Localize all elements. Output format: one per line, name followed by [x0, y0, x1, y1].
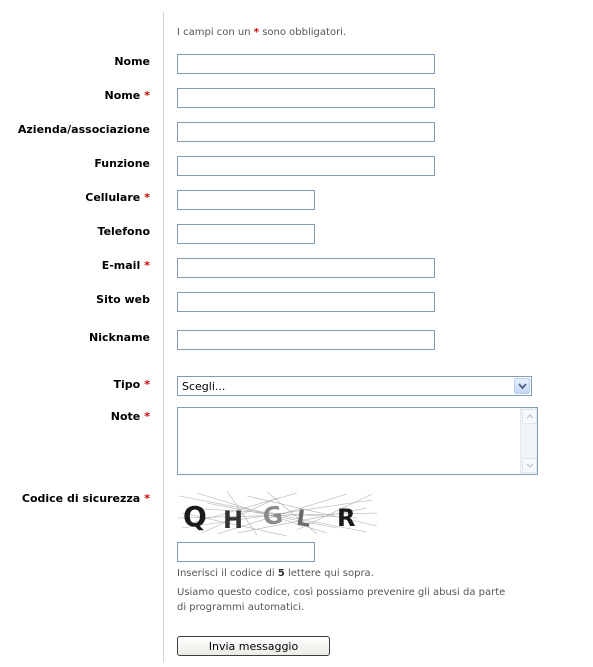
label-note: Note * — [110, 410, 150, 423]
submit-button[interactable]: Invia messaggio — [177, 636, 330, 656]
label-nome-required: Nome * — [104, 89, 150, 102]
captcha-letter: R — [337, 504, 356, 532]
captcha-letter: H — [223, 506, 244, 534]
label-nickname: Nickname — [89, 331, 150, 344]
scroll-up-button[interactable] — [522, 409, 537, 424]
telefono-input[interactable] — [177, 224, 315, 244]
captcha-input[interactable] — [177, 542, 315, 562]
chevron-down-icon — [526, 463, 534, 468]
chevron-up-icon — [526, 414, 534, 419]
chevron-down-icon — [518, 383, 527, 390]
note-textarea[interactable] — [177, 407, 538, 475]
captcha-letter: L — [294, 505, 313, 533]
tipo-selected-value: Scegli... — [182, 380, 226, 393]
label-nome: Nome — [114, 55, 150, 68]
captcha-image — [177, 488, 377, 538]
label-tipo: Tipo * — [113, 378, 150, 391]
captcha-letter: G — [260, 500, 285, 532]
label-sito-web: Sito web — [96, 293, 150, 306]
tipo-select[interactable] — [177, 376, 532, 396]
captcha-letter: Q — [183, 500, 207, 533]
required-fields-note: I campi con un * sono obbligatori. — [177, 27, 347, 38]
scroll-down-button[interactable] — [522, 458, 537, 473]
funzione-input[interactable] — [177, 156, 435, 176]
label-cellulare: Cellulare * — [85, 191, 150, 204]
nome-input-1[interactable] — [177, 54, 435, 74]
label-funzione: Funzione — [94, 157, 150, 170]
form-divider — [163, 12, 164, 662]
sito-web-input[interactable] — [177, 292, 435, 312]
dropdown-button[interactable] — [514, 378, 530, 394]
nickname-input[interactable] — [177, 330, 435, 350]
label-email: E-mail * — [101, 259, 150, 272]
nome-input-2[interactable] — [177, 88, 435, 108]
email-input[interactable] — [177, 258, 435, 278]
label-azienda: Azienda/associazione — [17, 123, 150, 136]
cellulare-input[interactable] — [177, 190, 315, 210]
required-asterisk: * — [253, 27, 260, 38]
azienda-input[interactable] — [177, 122, 435, 142]
label-codice-sicurezza: Codice di sicurezza * — [21, 492, 150, 505]
captcha-explanation: Usiamo questo codice, così possiamo prevenire gli abusi da parte di programmi automatici. — [177, 587, 506, 613]
note-scrollbar[interactable] — [520, 408, 537, 474]
captcha-hint: Inserisci il codice di 5 lettere qui sopra. — [177, 568, 374, 579]
label-telefono: Telefono — [97, 225, 150, 238]
